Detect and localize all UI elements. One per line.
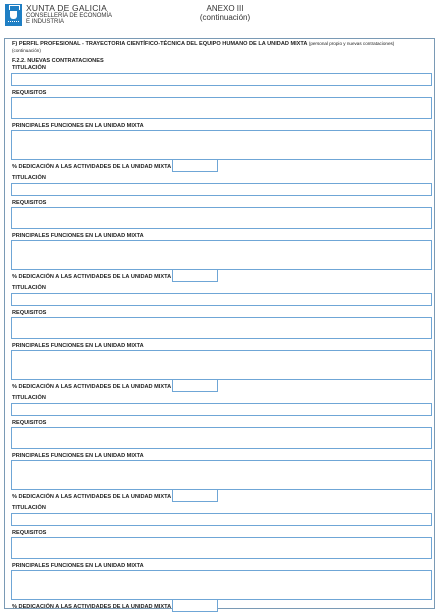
funciones-field[interactable] xyxy=(11,130,432,160)
subsection-title: F.2.2. NUEVAS CONTRATACIONES xyxy=(12,58,104,64)
dedicacion-label: % DEDICACIÓN A LAS ACTIVIDADES DE LA UNIDAD MIXTA xyxy=(12,494,172,500)
titulacion-label: TITULACIÓN xyxy=(12,395,46,401)
xunta-shield-icon xyxy=(5,4,22,26)
funciones-field[interactable] xyxy=(11,570,432,600)
dedicacion-field[interactable] xyxy=(172,489,218,502)
titulacion-label: TITULACIÓN xyxy=(12,505,46,511)
dedicacion-label: % DEDICACIÓN A LAS ACTIVIDADES DE LA UNIDAD MIXTA xyxy=(12,384,172,390)
form-frame xyxy=(4,38,435,609)
titulacion-label: TITULACIÓN xyxy=(12,65,46,71)
section-title-note: (personal propio y nuevas contrataciones) xyxy=(308,41,395,46)
annex-subtitle: (continuación) xyxy=(199,13,251,23)
dedicacion-label: % DEDICACIÓN A LAS ACTIVIDADES DE LA UNIDAD MIXTA xyxy=(12,604,172,610)
logo-department-line-2: E INDUSTRIA xyxy=(26,19,65,26)
titulacion-field[interactable] xyxy=(11,293,432,306)
dedicacion-field[interactable] xyxy=(172,599,218,612)
annex-heading xyxy=(180,4,270,22)
titulacion-field[interactable] xyxy=(11,513,432,526)
titulacion-field[interactable] xyxy=(11,183,432,196)
dedicacion-label: % DEDICACIÓN A LAS ACTIVIDADES DE LA UNIDAD MIXTA xyxy=(12,274,172,280)
funciones-label: PRINCIPALES FUNCIONES EN LA UNIDAD MIXTA xyxy=(12,123,144,129)
requisitos-field[interactable] xyxy=(11,537,432,559)
funciones-field[interactable] xyxy=(11,350,432,380)
requisitos-field[interactable] xyxy=(11,97,432,119)
funciones-label: PRINCIPALES FUNCIONES EN LA UNIDAD MIXTA xyxy=(12,563,144,569)
titulacion-field[interactable] xyxy=(11,73,432,86)
requisitos-label: REQUISITOS xyxy=(12,200,47,206)
titulacion-field[interactable] xyxy=(11,403,432,416)
section-title xyxy=(12,41,430,54)
funciones-field[interactable] xyxy=(11,240,432,270)
titulacion-label: TITULACIÓN xyxy=(12,175,46,181)
funciones-field[interactable] xyxy=(11,460,432,490)
requisitos-field[interactable] xyxy=(11,427,432,449)
titulacion-label: TITULACIÓN xyxy=(12,285,46,291)
dedicacion-field[interactable] xyxy=(172,379,218,392)
dedicacion-label: % DEDICACIÓN A LAS ACTIVIDADES DE LA UNIDAD MIXTA xyxy=(12,164,172,170)
requisitos-label: REQUISITOS xyxy=(12,90,47,96)
requisitos-label: REQUISITOS xyxy=(12,530,47,536)
logo-department-line-1: CONSELLERÍA DE ECONOMÍA xyxy=(26,12,113,19)
section-continuation: (continuación) xyxy=(12,47,41,53)
dedicacion-field[interactable] xyxy=(172,269,218,282)
dedicacion-field[interactable] xyxy=(172,159,218,172)
funciones-label: PRINCIPALES FUNCIONES EN LA UNIDAD MIXTA xyxy=(12,343,144,349)
requisitos-label: REQUISITOS xyxy=(12,420,47,426)
funciones-label: PRINCIPALES FUNCIONES EN LA UNIDAD MIXTA xyxy=(12,233,144,239)
requisitos-field[interactable] xyxy=(11,207,432,229)
annex-title: ANEXO III xyxy=(206,4,244,13)
requisitos-field[interactable] xyxy=(11,317,432,339)
funciones-label: PRINCIPALES FUNCIONES EN LA UNIDAD MIXTA xyxy=(12,453,144,459)
xunta-logo xyxy=(5,4,112,26)
requisitos-label: REQUISITOS xyxy=(12,310,47,316)
logo-name: XUNTA DE GALICIA xyxy=(26,3,107,13)
section-title-text: F) PERFIL PROFESIONAL - TRAYECTORIA CIENTÍFICO-TÉCNICA DEL EQUIPO HUMANO DE LA UNIDAD MIXTA xyxy=(12,41,308,47)
